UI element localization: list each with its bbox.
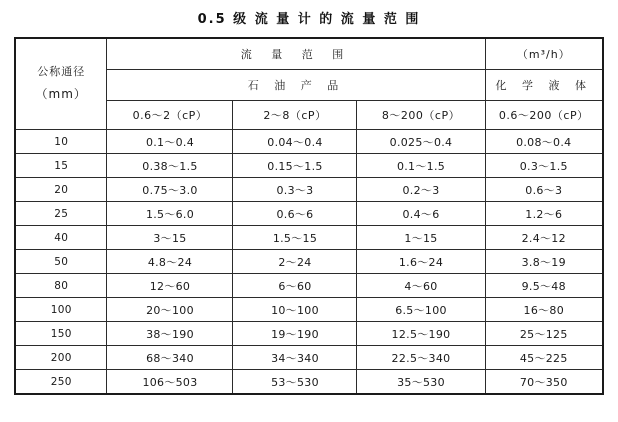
cell-range-1: 1.5～6.0 <box>107 202 233 226</box>
cell-nominal-diameter: 50 <box>15 250 107 274</box>
cell-range-4: 45～225 <box>485 346 603 370</box>
cell-range-2: 53～530 <box>233 370 357 395</box>
cell-range-4: 0.3～1.5 <box>485 154 603 178</box>
cell-range-4: 2.4～12 <box>485 226 603 250</box>
cell-nominal-diameter: 40 <box>15 226 107 250</box>
cell-range-3: 1.6～24 <box>357 250 485 274</box>
cell-range-1: 3～15 <box>107 226 233 250</box>
cell-range-3: 35～530 <box>357 370 485 395</box>
cell-range-1: 20～100 <box>107 298 233 322</box>
table-row <box>15 154 603 178</box>
cell-range-2: 34～340 <box>233 346 357 370</box>
cell-range-4: 9.5～48 <box>485 274 603 298</box>
cell-nominal-diameter: 20 <box>15 178 107 202</box>
table-row <box>15 370 603 395</box>
header-row-flow-range <box>15 38 603 70</box>
cell-range-1: 0.38～1.5 <box>107 154 233 178</box>
table-row <box>15 178 603 202</box>
document-page <box>0 8 618 422</box>
cell-range-4: 25～125 <box>485 322 603 346</box>
nominal-diameter-label: 公称通径 <box>37 65 86 79</box>
table-row <box>15 346 603 370</box>
cell-nominal-diameter: 150 <box>15 322 107 346</box>
cell-range-3: 0.2～3 <box>357 178 485 202</box>
cell-range-2: 0.3～3 <box>233 178 357 202</box>
header-cell-chemical-liquid: 化 学 液 体 <box>485 70 603 101</box>
cell-nominal-diameter: 100 <box>15 298 107 322</box>
cell-range-4: 1.2～6 <box>485 202 603 226</box>
cell-range-2: 0.6～6 <box>233 202 357 226</box>
cell-range-1: 0.75～3.0 <box>107 178 233 202</box>
cell-nominal-diameter: 200 <box>15 346 107 370</box>
flow-range-table <box>14 37 604 395</box>
table-row <box>15 298 603 322</box>
cell-range-2: 0.04～0.4 <box>233 130 357 154</box>
header-cell-viscosity-2: 2～8（cP） <box>233 101 357 130</box>
cell-range-2: 19～190 <box>233 322 357 346</box>
page-title: 0.5 级 流 量 计 的 流 量 范 围 <box>197 12 421 27</box>
cell-range-2: 10～100 <box>233 298 357 322</box>
table-row <box>15 202 603 226</box>
cell-range-2: 6～60 <box>233 274 357 298</box>
cell-range-3: 0.1～1.5 <box>357 154 485 178</box>
cell-range-4: 3.8～19 <box>485 250 603 274</box>
table-row <box>15 226 603 250</box>
cell-range-3: 6.5～100 <box>357 298 485 322</box>
cell-range-3: 4～60 <box>357 274 485 298</box>
cell-range-2: 1.5～15 <box>233 226 357 250</box>
cell-range-4: 70～350 <box>485 370 603 395</box>
table-row <box>15 250 603 274</box>
cell-range-1: 12～60 <box>107 274 233 298</box>
table-row <box>15 274 603 298</box>
nominal-diameter-unit: （mm） <box>35 87 87 102</box>
cell-range-4: 16～80 <box>485 298 603 322</box>
cell-range-4: 0.08～0.4 <box>485 130 603 154</box>
cell-range-2: 2～24 <box>233 250 357 274</box>
cell-nominal-diameter: 15 <box>15 154 107 178</box>
table-row <box>15 130 603 154</box>
cell-nominal-diameter: 250 <box>15 370 107 395</box>
cell-range-1: 0.1～0.4 <box>107 130 233 154</box>
header-cell-viscosity-1: 0.6～2（cP） <box>107 101 233 130</box>
header-cell-nominal-diameter <box>15 38 107 130</box>
cell-range-1: 38～190 <box>107 322 233 346</box>
cell-range-1: 68～340 <box>107 346 233 370</box>
cell-range-3: 0.025～0.4 <box>357 130 485 154</box>
cell-range-3: 1～15 <box>357 226 485 250</box>
table-header <box>15 38 603 130</box>
cell-range-1: 4.8～24 <box>107 250 233 274</box>
table-body <box>15 130 603 395</box>
cell-range-1: 106～503 <box>107 370 233 395</box>
header-cell-viscosity-3: 8～200（cP） <box>357 101 485 130</box>
table-row <box>15 322 603 346</box>
header-cell-flow-unit: （m³/h） <box>485 38 603 70</box>
header-cell-flow-range: 流 量 范 围 <box>107 38 485 70</box>
cell-nominal-diameter: 80 <box>15 274 107 298</box>
cell-range-3: 22.5～340 <box>357 346 485 370</box>
cell-range-3: 0.4～6 <box>357 202 485 226</box>
cell-range-3: 12.5～190 <box>357 322 485 346</box>
header-cell-viscosity-4: 0.6～200（cP） <box>485 101 603 130</box>
cell-range-2: 0.15～1.5 <box>233 154 357 178</box>
header-cell-petroleum-products: 石 油 产 品 <box>107 70 485 101</box>
cell-nominal-diameter: 25 <box>15 202 107 226</box>
cell-nominal-diameter: 10 <box>15 130 107 154</box>
cell-range-4: 0.6～3 <box>485 178 603 202</box>
